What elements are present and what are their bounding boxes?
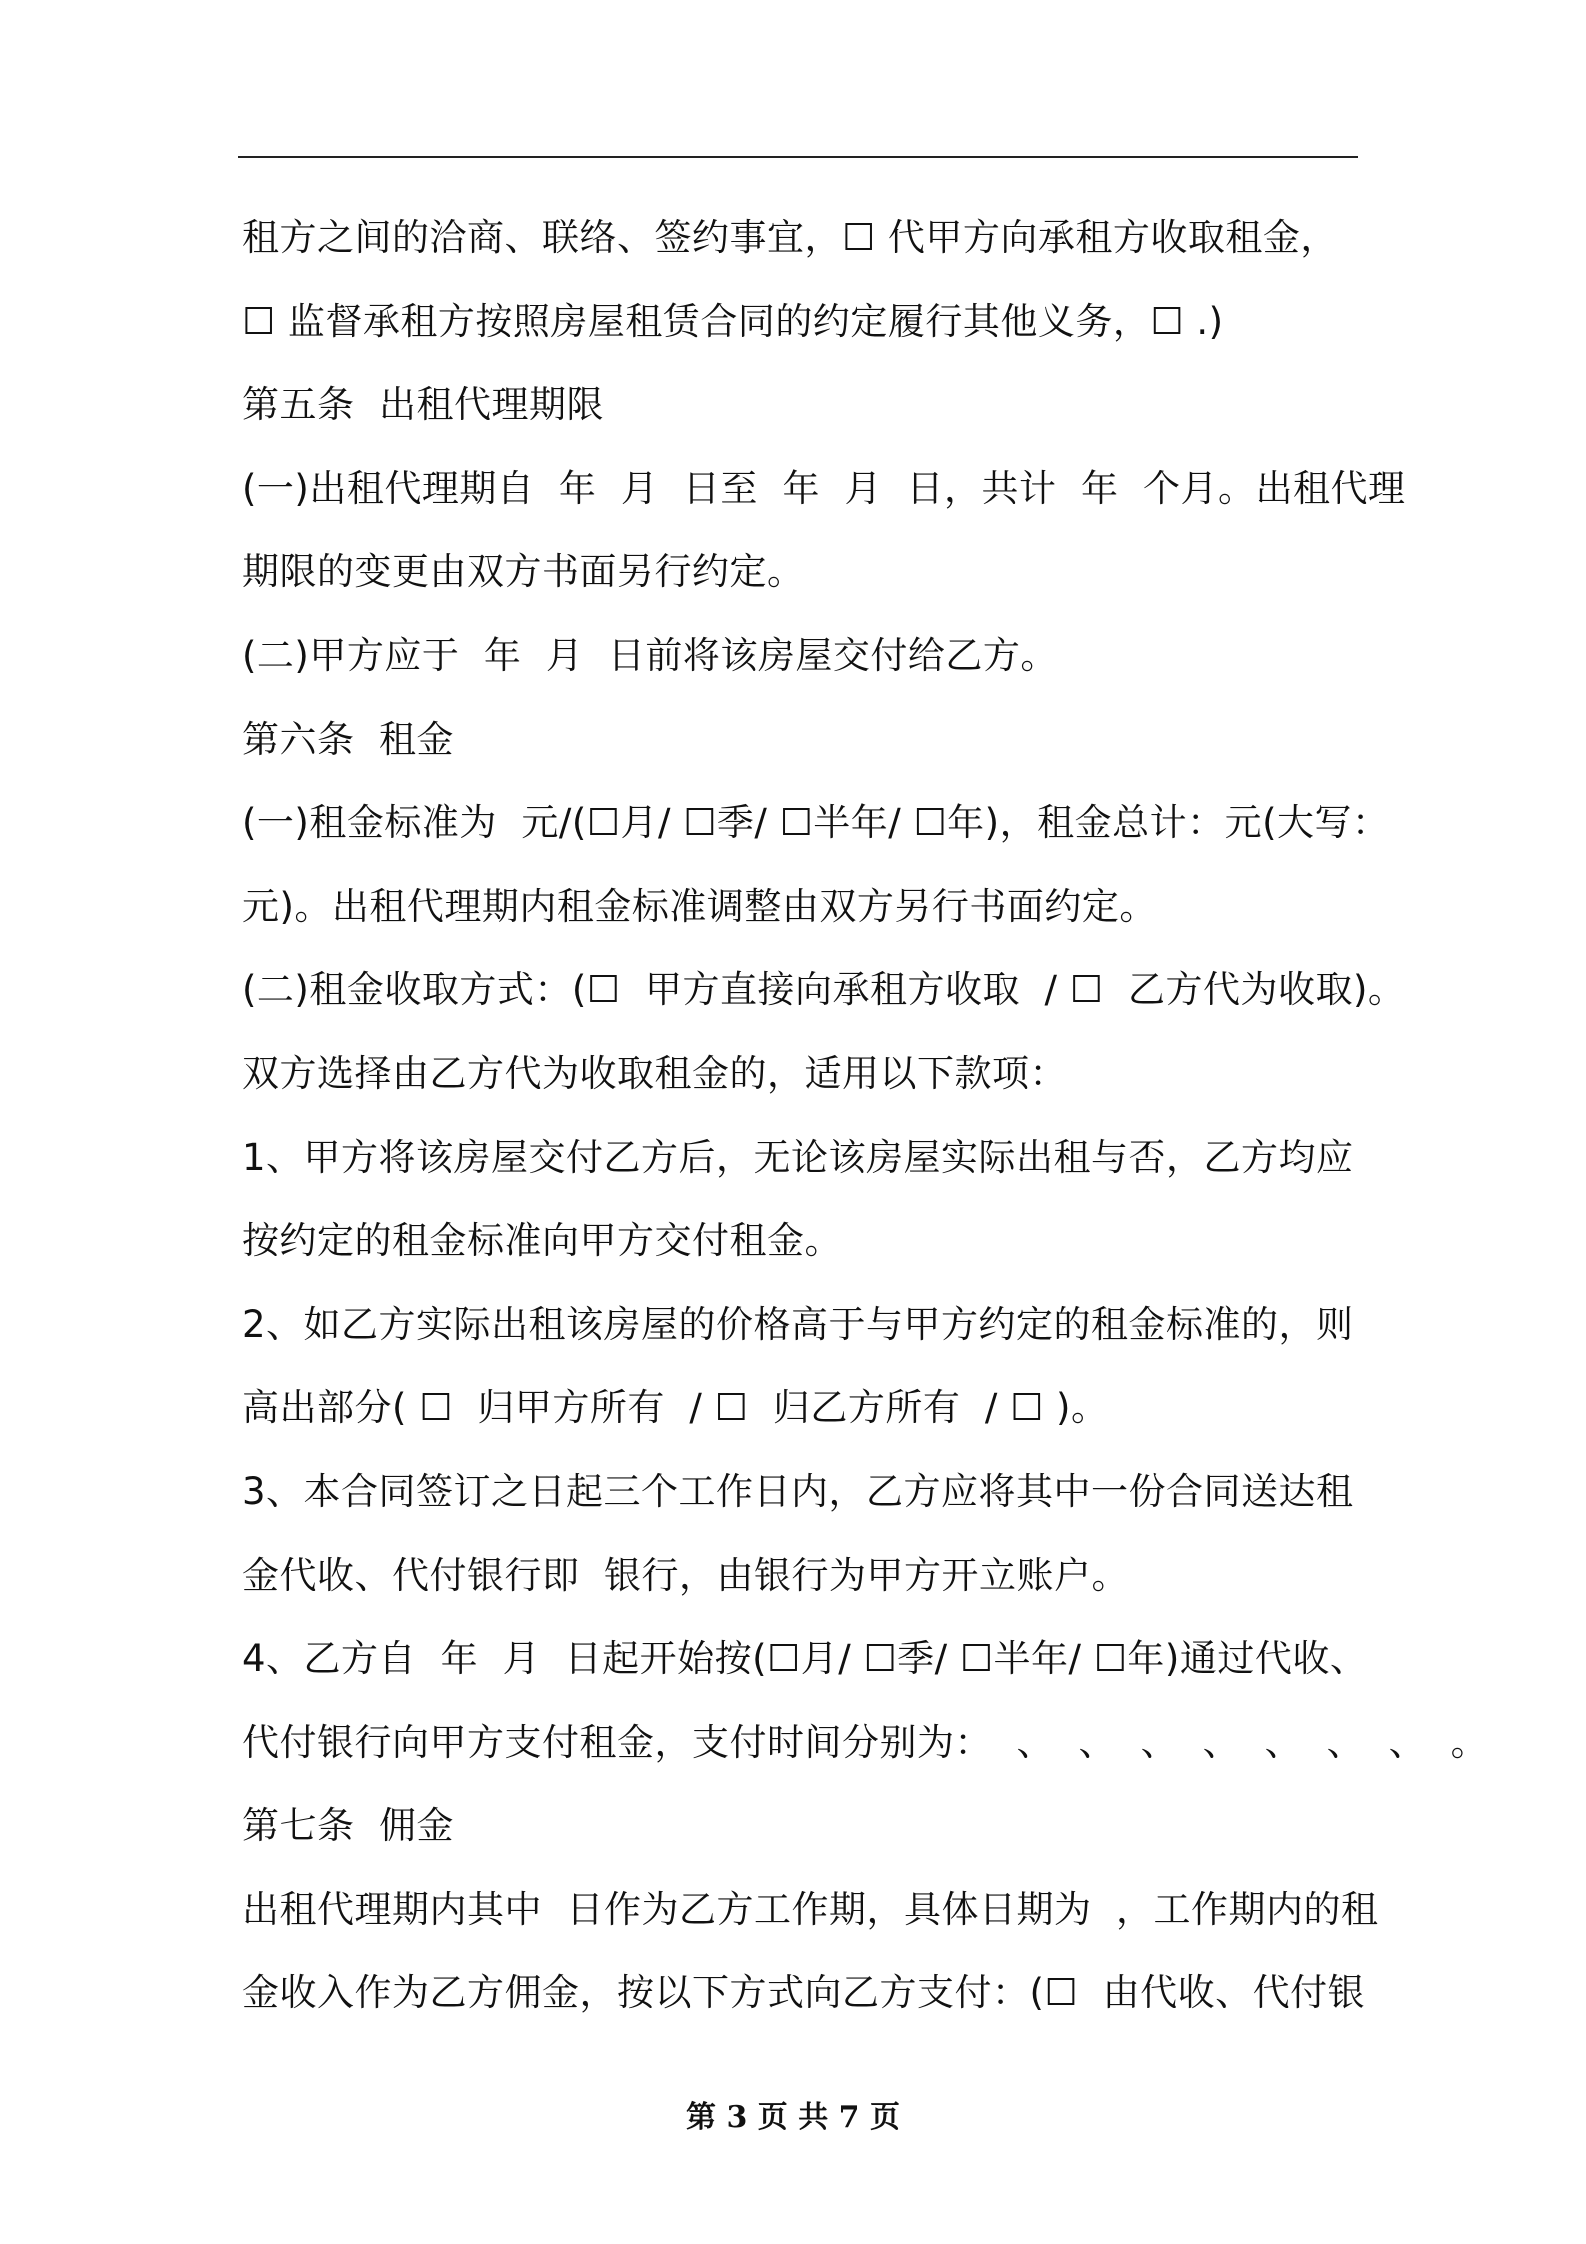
- text-line: (二)甲方应于 年 月 日前将该房屋交付给乙方。: [242, 633, 1058, 677]
- text-line: 3、本合同签订之日起三个工作日内，乙方应将其中一份合同送达租: [242, 1469, 1354, 1513]
- text-line: 高出部分( ☐ 归甲方所有 / ☐ 归乙方所有 / ☐ )。: [242, 1386, 1109, 1430]
- text-line: 1、甲方将该房屋交付乙方后，无论该房屋实际出租与否，乙方均应: [242, 1135, 1354, 1179]
- text-line: 4、乙方自 年 月 日起开始按(☐月/ ☐季/ ☐半年/ ☐年)通过代收、: [242, 1637, 1368, 1681]
- page-number: 第 3 页 共 7 页: [686, 2100, 900, 2135]
- section-heading: 第六条 租金: [242, 717, 455, 761]
- text-line: 2、如乙方实际出租该房屋的价格高于与甲方约定的租金标准的，则: [242, 1302, 1354, 1346]
- text-line: (一)租金标准为 元/(☐月/ ☐季/ ☐半年/ ☐年)，租金总计：元(大写：: [242, 801, 1390, 845]
- section-heading: 第五条 出租代理期限: [242, 383, 605, 427]
- text-line: 金收入作为乙方佣金，按以下方式向乙方支付：(☐ 由代收、代付银: [242, 1971, 1366, 2015]
- text-line: ☐ 监督承租方按照房屋租赁合同的约定履行其他义务，☐ .): [242, 299, 1224, 343]
- text-line: 代付银行向甲方支付租金，支付时间分别为： 、 、 、 、 、 、 、 。: [242, 1720, 1489, 1764]
- text-line: 期限的变更由双方书面另行约定。: [242, 550, 805, 594]
- text-line: 金代收、代付银行即 银行，由银行为甲方开立账户。: [242, 1553, 1130, 1597]
- header-rule: [238, 156, 1358, 158]
- text-line: 出租代理期内其中 日作为乙方工作期，具体日期为 ，工作期内的租: [242, 1887, 1379, 1931]
- text-line: 元)。出租代理期内租金标准调整由双方另行书面约定。: [242, 884, 1157, 928]
- text-line: (二)租金收取方式：(☐ 甲方直接向承租方收取 / ☐ 乙方代为收取)。: [242, 968, 1406, 1012]
- text-line: 双方选择由乙方代为收取租金的，适用以下款项：: [242, 1051, 1067, 1095]
- text-line: 按约定的租金标准向甲方交付租金。: [242, 1219, 842, 1263]
- document-body: [242, 196, 1489, 2035]
- text-line: 租方之间的洽商、联络、签约事宜，☐ 代甲方向承租方收取租金，: [242, 216, 1338, 259]
- text-line: (一)出租代理期自 年 月 日至 年 月 日，共计 年 个月。出租代理: [242, 466, 1406, 510]
- section-heading: 第七条 佣金: [242, 1804, 455, 1848]
